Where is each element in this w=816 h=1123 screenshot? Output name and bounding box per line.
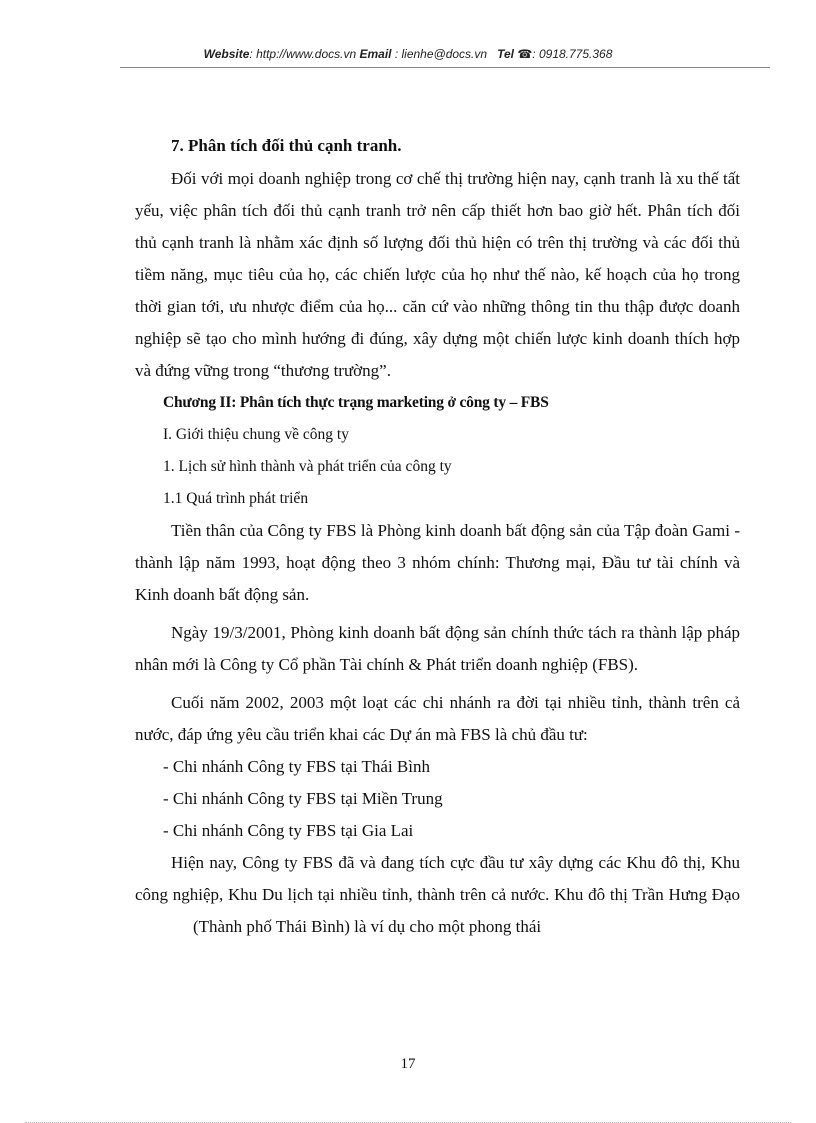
website-label: Website (203, 47, 250, 61)
section-1-heading: 1. Lịch sử hình thành và phát triển của công ty (163, 458, 452, 475)
website-value: : http://www.docs.vn (249, 47, 357, 61)
paragraph-current-part-a: Hiện nay, Công ty FBS đã và đang tích cực đầu tư xây dựng các Khu đô thị, Khu công nghiệp, Khu Du lịch tại nhiều tỉnh, thành trên cả nước. Khu đô thị Trần Hưng Đạo (135, 853, 740, 904)
paragraph-branches: Cuối năm 2002, 2003 một loạt các chi nhánh ra đời tại nhiều tỉnh, thành trên cả nước, đáp ứng yêu cầu triển khai các Dự án mà FBS là chủ đầu tư: (135, 693, 740, 744)
tel-label: Tel (497, 47, 514, 61)
section-heading: 7. Phân tích đối thủ cạnh tranh. (171, 136, 402, 155)
email-value: : lienhe@docs.vn (391, 47, 488, 61)
tel-value: : 0918.775.368 (532, 47, 613, 61)
email-label: Email (359, 47, 392, 61)
paragraph-competitor-analysis: Đối với mọi doanh nghiệp trong cơ chế thị trường hiện nay, cạnh tranh là xu thế tất yếu, việc phân tích đối thủ cạnh tranh trở nên cấp thiết hơn bao giờ hết. Phân tích đối thủ cạnh tranh là nhằm xác định số lượng đối thủ hiện có trên thị trường và các đối thủ tiềm năng, mục tiêu của họ, các chiến lược của họ như thế nào, kế hoạch của họ trong thời gian tới, ưu nhược điểm của họ... căn cứ vào những thông tin thu thập được doanh nghiệp sẽ tạo cho mình hướng đi đúng, xây dựng một chiến lược kinh doanh thích hợp và đứng vững trong “thương trường”. (135, 169, 740, 380)
paragraph-2001: Ngày 19/3/2001, Phòng kinh doanh bất động sản chính thức tách ra thành lập pháp nhân mới là Công ty Cổ phần Tài chính & Phát triển doanh nghiệp (FBS). (135, 623, 740, 674)
chapter-title: Chương II: Phân tích thực trạng marketing ở công ty – FBS (163, 394, 549, 411)
telephone-icon: ☎ (517, 47, 533, 61)
section-i-heading: I. Giới thiệu chung về công ty (163, 426, 349, 443)
paragraph-current (135, 847, 740, 943)
branch-list-item: - Chi nhánh Công ty FBS tại Miền Trung (163, 789, 443, 808)
branch-list-item: - Chi nhánh Công ty FBS tại Thái Bình (163, 757, 430, 776)
paragraph-current-part-b: (Thành phố Thái Bình) là ví dụ cho một phong thái (193, 917, 542, 936)
branch-list-item: - Chi nhánh Công ty FBS tại Gia Lai (163, 821, 414, 840)
page-header (0, 47, 816, 61)
section-1-1-heading: 1.1 Quá trình phát triển (163, 490, 309, 507)
page-number: 17 (400, 1056, 416, 1072)
header-divider (120, 67, 770, 68)
paragraph-origin: Tiền thân của Công ty FBS là Phòng kinh doanh bất động sản của Tập đoàn Gami - thành lập năm 1993, hoạt động theo 3 nhóm chính: Thương mại, Đầu tư tài chính và Kinh doanh bất động sản. (135, 521, 740, 604)
document-body (135, 130, 740, 943)
